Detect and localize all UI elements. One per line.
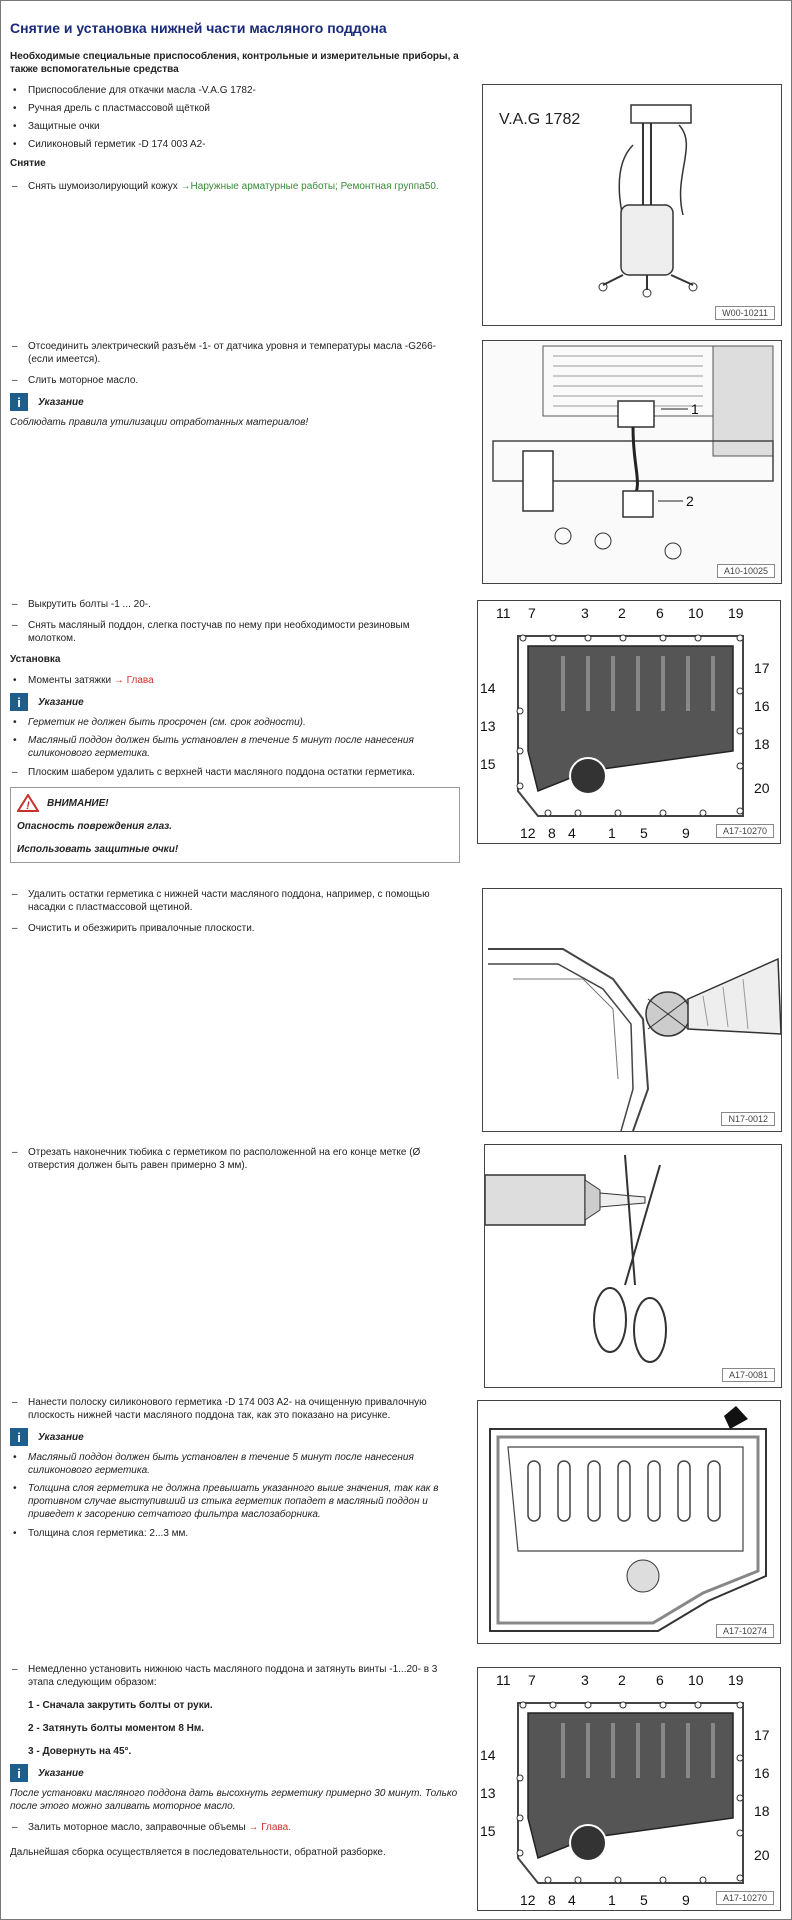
figure-id: N17-0012 (721, 1112, 775, 1126)
removal-heading: Снятие (10, 158, 46, 169)
bolt-number: 8 (548, 825, 556, 841)
torque-text: Моменты затяжки (28, 675, 114, 686)
bolt-number: 7 (528, 1672, 536, 1688)
section-apply-sealant (10, 1396, 460, 1545)
info-icon: i (10, 1764, 28, 1782)
warning-triangle-icon (17, 794, 39, 812)
callout-label: 1 (691, 401, 699, 417)
section-install (10, 1663, 460, 1859)
bolt-number: 1 (608, 825, 616, 841)
bolt-number: 16 (754, 698, 770, 714)
bolt-number: 19 (728, 1672, 744, 1688)
figure-id: A10-10025 (717, 564, 775, 578)
bolt-pattern-drawing (478, 601, 780, 843)
warning-label: ВНИМАНИЕ! (47, 797, 109, 809)
bolt-number: 13 (480, 1785, 496, 1801)
info-icon: i (10, 693, 28, 711)
bolt-number: 20 (754, 1847, 770, 1863)
bolt-number: 3 (581, 605, 589, 621)
bolt-number: 14 (480, 680, 496, 696)
step-drain: – Слить моторное масло. (10, 374, 460, 387)
bolt-number: 18 (754, 736, 770, 752)
note-item: • Масляный поддон должен быть установлен в течение 5 минут после нанесения силиконового герметика. (10, 734, 460, 760)
step-text: Залить моторное масло, заправочные объемы (28, 1822, 249, 1833)
brush-cleaning-drawing (483, 889, 781, 1131)
warning-box (10, 787, 460, 863)
note-item: • Герметик не должен быть просрочен (см. срок годности). (10, 716, 460, 729)
step-remove-pan: – Снять масляный поддон, слегка постучав по нему при необходимости резиновым молотком. (10, 619, 460, 645)
torque-item (10, 674, 460, 687)
bolt-number: 5 (640, 1892, 648, 1908)
bolt-number: 15 (480, 1823, 496, 1839)
note-label: Указание (38, 1767, 84, 1779)
note-label: Указание (38, 396, 84, 408)
note-header (10, 1764, 460, 1782)
step-fill-oil (10, 1821, 460, 1834)
figure-cut-tube (484, 1144, 782, 1388)
tool-item: • Силиконовый герметик -D 174 003 A2- (10, 138, 460, 151)
figure-connector (482, 340, 782, 584)
bolt-number: 9 (682, 1892, 690, 1908)
bolt-number: 6 (656, 1672, 664, 1688)
bolt-number: 6 (656, 605, 664, 621)
warning-line: Опасность повреждения глаз. (17, 821, 173, 832)
link-fill-oil[interactable]: → Глава. (248, 1822, 291, 1833)
step-noise-cover (10, 180, 460, 193)
figure-id: W00-10211 (715, 306, 775, 320)
sealant-bead-drawing (478, 1401, 780, 1643)
tool-item: • Защитные очки (10, 120, 460, 133)
info-icon: i (10, 1428, 28, 1446)
bolt-number: 7 (528, 605, 536, 621)
bolt-number: 11 (496, 605, 511, 621)
figure-id: A17-10270 (716, 1891, 774, 1905)
bolt-number: 2 (618, 605, 626, 621)
connector-drawing (483, 341, 781, 583)
svg-text:!: ! (26, 800, 30, 812)
link-noise-cover[interactable]: →Наружные арматурные работы; Ремонтная группа50. (180, 181, 439, 192)
figure-id: A17-0081 (722, 1368, 775, 1382)
note-header (10, 1428, 460, 1446)
figure-label: V.A.G 1782 (499, 111, 581, 128)
section-clean (10, 888, 460, 940)
note-oil-wait: После установки масляного поддона дать высохнуть герметику примерно 30 минут. Только после этого можно заливать моторное масло. (10, 1788, 458, 1812)
note-item: • Толщина слоя герметика не должна превышать указанного выше значения, так как в противном случае выступивший из стыка герметик попадет в масляный поддон и приведет к засорению сетчатого фильтра маслозаборника. (10, 1482, 460, 1521)
step-connector: – Отсоединить электрический разъём -1- от датчика уровня и температуры масла -G266- (если имеется). (10, 340, 460, 366)
info-icon: i (10, 393, 28, 411)
figure-sealant-bead (477, 1400, 781, 1644)
bolt-number: 17 (754, 660, 770, 676)
note-label: Указание (38, 696, 84, 708)
callout-label: 2 (686, 493, 694, 509)
figure-brush-cleaning (482, 888, 782, 1132)
bolt-number: 10 (688, 1672, 704, 1688)
bolt-number: 17 (754, 1727, 770, 1743)
bolt-number: 18 (754, 1803, 770, 1819)
bolt-number: 3 (581, 1672, 589, 1688)
section-cut-tube (10, 1146, 460, 1177)
tools-heading: Необходимые специальные приспособления, контрольные и измерительные приборы, а также вспомогательные средства (10, 51, 459, 75)
figure-id: A17-10274 (716, 1624, 774, 1638)
note-header (10, 693, 460, 711)
note-item: • Масляный поддон должен быть установлен в течение 5 минут после нанесения силиконового герметика. (10, 1451, 460, 1477)
step-degrease: – Очистить и обезжирить привалочные плоскости. (10, 922, 460, 935)
note-header (10, 393, 460, 411)
warning-line: Использовать защитные очки! (17, 844, 179, 855)
bolt-number: 12 (520, 1892, 536, 1908)
bolt-number: 4 (568, 1892, 576, 1908)
bolt-number: 9 (682, 825, 690, 841)
figure-id: A17-10270 (716, 824, 774, 838)
step-scraper: – Плоским шабером удалить с верхней части масляного поддона остатки герметика. (10, 766, 460, 779)
step-remove-residue: – Удалить остатки герметика с нижней части масляного поддона, например, с помощью насадки с пластмассовой щетиной. (10, 888, 460, 914)
bolt-number: 15 (480, 756, 496, 772)
stage-item: 1 - Сначала закрутить болты от руки. (28, 1700, 213, 1711)
step-cut-tube: – Отрезать наконечник тюбика с герметиком по расположенной на его конце метке (Ø отверстия должен быть равен примерно 3 мм). (10, 1146, 460, 1172)
bolt-number: 19 (728, 605, 744, 621)
link-torque[interactable]: → Глава (113, 675, 154, 686)
cut-tube-drawing (485, 1145, 781, 1387)
tool-item: • Ручная дрель с пластмассовой щёткой (10, 102, 460, 115)
step-install: – Немедленно установить нижнюю часть масляного поддона и затянуть винты -1...20- в 3 этапа следующим образом: (10, 1663, 460, 1689)
section-pan-removal (10, 598, 460, 871)
stage-item: 3 - Довернуть на 45°. (28, 1746, 132, 1757)
warning-header (17, 794, 453, 812)
bolt-number: 14 (480, 1747, 496, 1763)
figure-bolt-pattern (477, 600, 781, 844)
thickness-item: • Толщина слоя герметика: 2...3 мм. (10, 1527, 460, 1540)
bolt-number: 4 (568, 825, 576, 841)
bolt-number: 16 (754, 1765, 770, 1781)
bolt-number: 1 (608, 1892, 616, 1908)
final-note: Дальнейшая сборка осуществляется в последовательности, обратной разборке. (10, 1847, 386, 1858)
bolt-number: 11 (496, 1672, 511, 1688)
stage-item: 2 - Затянуть болты моментом 8 Нм. (28, 1723, 205, 1734)
step-unscrew: – Выкрутить болты -1 ... 20-. (10, 598, 460, 611)
tool-item: • Приспособление для откачки масла -V.A.G 1782- (10, 84, 460, 97)
bolt-number: 20 (754, 780, 770, 796)
step-apply: – Нанести полоску силиконового герметика -D 174 003 A2- на очищенную привалочную плоскость нижней части масляного поддона так, как это показано на рисунке. (10, 1396, 460, 1422)
arrow-marker-icon (724, 1406, 748, 1429)
bolt-number: 2 (618, 1672, 626, 1688)
bolt-number: 13 (480, 718, 496, 734)
note-disposal: Соблюдать правила утилизации отработанных материалов! (10, 417, 309, 428)
section-tools (10, 50, 460, 198)
bolt-pattern-install-drawing (478, 1668, 780, 1910)
bolt-number: 10 (688, 605, 704, 621)
figure-bolt-pattern-install (477, 1667, 781, 1911)
install-heading: Установка (10, 654, 61, 665)
figure-oil-extractor (482, 84, 782, 326)
bolt-number: 8 (548, 1892, 556, 1908)
bolt-number: 5 (640, 825, 648, 841)
note-label: Указание (38, 1431, 84, 1443)
bolt-number: 12 (520, 825, 536, 841)
oil-extractor-drawing (483, 85, 781, 325)
page-title: Снятие и установка нижней части масляного поддона (10, 20, 387, 36)
step-text: Снять шумоизолирующий кожух (28, 181, 181, 192)
section-drain (10, 340, 460, 429)
